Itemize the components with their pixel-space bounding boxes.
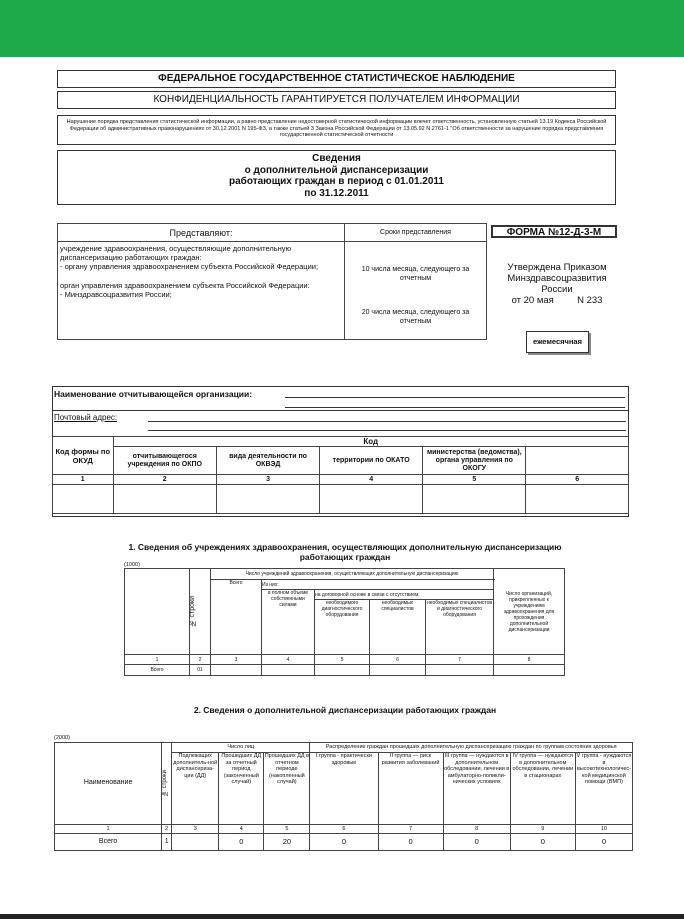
org-name-line-2 — [285, 407, 625, 408]
code-value-4[interactable] — [320, 485, 423, 514]
code-okogu-header: министерства (ведомства), органа управления по ОКОГУ — [423, 447, 526, 475]
code-empty-header — [526, 447, 629, 475]
s1-both-header: необходимых специалистов и диагностического оборудования — [426, 600, 494, 655]
s2-value-passed-period[interactable]: 0 — [219, 834, 264, 851]
code-num-2: 2 — [113, 475, 216, 485]
deadlines-list — [345, 242, 487, 340]
s1-num-4: 4 — [262, 655, 315, 665]
s2-value-group2[interactable]: 0 — [378, 834, 443, 851]
s2-group4-header: IV группа — нуждаются в дополнительном обследовании, лечении в стационарах — [510, 753, 575, 825]
s2-num-4: 4 — [219, 825, 264, 834]
s1-cell[interactable] — [426, 665, 494, 676]
s2-num-1: 1 — [55, 825, 162, 834]
submitters-list — [58, 242, 345, 340]
code-num-1: 1 — [53, 475, 114, 485]
report-title-line1: Сведения — [312, 153, 361, 164]
report-title — [57, 150, 616, 205]
s1-group-header: Число учреждений здравоохранения, осуществляющих дополнительную диспансеризацию — [211, 569, 494, 580]
s1-num-2: 2 — [190, 655, 211, 665]
code-num-3: 3 — [216, 475, 319, 485]
s1-own-header: в полном объеме собственными силами — [262, 590, 315, 655]
header-title: ФЕДЕРАЛЬНОЕ ГОСУДАРСТВЕННОЕ СТАТИСТИЧЕСКОЕ НАБЛЮДЕНИЕ — [57, 70, 616, 88]
approval-block — [492, 262, 622, 306]
code-value-2[interactable] — [113, 485, 216, 514]
s2-group1-header: I группа - практически здоровые — [310, 753, 378, 825]
s1-label-header — [125, 569, 190, 655]
s2-row-no-header: № строки — [162, 743, 172, 825]
s2-row-label: Всего — [55, 834, 162, 851]
s2-num-7: 7 — [378, 825, 443, 834]
submitter-1: учреждение здравоохранения, осуществляющие дополнительную диспансеризацию работающих граждан: - органу управления здравоохранением субъекта Российской Федерации; — [60, 244, 319, 271]
s1-attached-header: Число организаций, прикрепленных к учреждениям здравоохранения для прохождения дополнительной диспансеризации — [494, 569, 565, 655]
code-okved-header: вида деятельности по ОКВЭД — [216, 447, 319, 475]
code-value-6[interactable] — [526, 485, 629, 514]
deadlines-header: Сроки представления — [345, 224, 487, 242]
s2-persons-header: Число лиц — [172, 743, 310, 753]
s1-cell[interactable] — [494, 665, 565, 676]
s2-subject-header: Подлежащих дополнитель-ной диспансериза-ции (ДД) — [172, 753, 219, 825]
report-title-line4: по 31.12.2011 — [304, 187, 369, 199]
s1-of-them-header: Из них: — [262, 580, 494, 590]
s2-value-group4[interactable]: 0 — [510, 834, 575, 851]
code-okato-header: территории по ОКАТО — [320, 447, 423, 475]
s2-value-passed-cumulative[interactable]: 20 — [264, 834, 310, 851]
code-okpo-header: отчитывающегося учреждения по ОКПО — [113, 447, 216, 475]
s2-num-8: 8 — [443, 825, 510, 834]
top-banner — [0, 0, 684, 57]
s2-passed-period-header: Прошедших ДД за отчетный период (законченный случай) — [219, 753, 264, 825]
address-line-2 — [148, 430, 626, 431]
address-line-1 — [148, 421, 626, 422]
s2-num-5: 5 — [264, 825, 310, 834]
s2-group3-header: III группа — нуждаются в дополнительном обследовании, лечении в амбулаторно-поликли-нических условиях — [443, 753, 510, 825]
code-value-1[interactable] — [53, 485, 114, 514]
s1-num-3: 3 — [211, 655, 262, 665]
s1-cell[interactable] — [315, 665, 370, 676]
codes-table — [52, 436, 629, 514]
section1-code: (1000) — [124, 562, 140, 568]
s2-group2-header: II группа — риск развития заболеваний — [378, 753, 443, 825]
approval-date: от 20 мая — [511, 295, 554, 306]
s1-row-no-header: № строки — [190, 569, 211, 655]
section1-table — [124, 568, 565, 676]
s2-num-10: 10 — [575, 825, 632, 834]
s1-cell[interactable] — [370, 665, 426, 676]
section1-title — [80, 542, 610, 562]
code-num-5: 5 — [423, 475, 526, 485]
s2-num-9: 9 — [510, 825, 575, 834]
s2-num-6: 6 — [310, 825, 378, 834]
s1-num-7: 7 — [426, 655, 494, 665]
code-num-6: 6 — [526, 475, 629, 485]
s2-value-subject[interactable] — [172, 834, 219, 851]
s1-contract-header: на договорной основе в связи с отсутствием — [315, 590, 494, 600]
s2-name-header: Наименование — [55, 743, 162, 825]
s1-cell[interactable] — [211, 665, 262, 676]
s2-value-group1[interactable]: 0 — [310, 834, 378, 851]
organization-block — [52, 386, 629, 517]
code-num-4: 4 — [320, 475, 423, 485]
s1-num-1: 1 — [125, 655, 190, 665]
s1-cell[interactable] — [262, 665, 315, 676]
s1-num-5: 5 — [315, 655, 370, 665]
approval-number: N 233 — [577, 295, 603, 306]
s2-row-no: 1 — [162, 834, 172, 851]
s1-num-6: 6 — [370, 655, 426, 665]
s1-equipment-header: необходимого диагностического оборудования — [315, 600, 370, 655]
s2-group5-header: V группа - нуждаются в высокотехнологичес-кой медицинской помощи (ВМП) — [575, 753, 632, 825]
legal-note: Нарушение порядка представления статистической информации, а равно представление недостоверной статистической информации влечет ответственность, установленную статьей 13.19 Кодекса Российской Федерации об административных правонарушениях от 30.12.2001 N 195-ФЗ, а также статьей 3 Закона Российской Федерации от 13.05.92 N 2761-1 "Об ответственности за нарушение порядка представления государственной статистической отчетности — [57, 115, 616, 145]
approval-line3: России — [541, 284, 573, 295]
periodicity-badge: ежемесячная — [526, 331, 589, 353]
code-value-5[interactable] — [423, 485, 526, 514]
s1-num-8: 8 — [494, 655, 565, 665]
org-separator — [53, 410, 628, 411]
section1-title-line2: работающих граждан — [299, 552, 391, 562]
report-title-line2: о дополнительной диспансеризации — [244, 164, 429, 176]
s1-row-no: 01 — [190, 665, 211, 676]
submitter-2: орган управления здравоохранением субъекта Российской Федерации: - Минздравсоцразвития России; — [60, 281, 310, 299]
org-name-line-1 — [285, 397, 625, 398]
bottom-border — [0, 914, 684, 919]
s2-num-2: 2 — [162, 825, 172, 834]
deadline-1: 10 числа месяца, следующего за отчетным — [361, 266, 470, 282]
report-title-line3: работающих граждан в период с 01.01.2011 — [228, 176, 444, 187]
s2-num-3: 3 — [172, 825, 219, 834]
code-header: Код — [113, 437, 628, 447]
org-name-label: Наименование отчитывающейся организации: — [54, 389, 253, 399]
submitters-table — [57, 223, 487, 340]
code-value-3[interactable] — [216, 485, 319, 514]
address-label: Почтовый адрес: — [54, 413, 118, 422]
approval-line1: Утверждена Приказом — [507, 262, 607, 273]
s2-passed-cumulative-header: Прошедших ДД в отчетном периоде (накопленный случай) — [264, 753, 310, 825]
s2-value-group3[interactable]: 0 — [443, 834, 510, 851]
section2-code: (2000) — [54, 735, 70, 741]
deadline-2: 20 числа месяца, следующего за отчетным — [361, 309, 470, 325]
section2-table — [54, 742, 633, 851]
code-okud-header: Код формы по ОКУД — [53, 437, 114, 475]
confidential-notice: КОНФИДЕНЦИАЛЬНОСТЬ ГАРАНТИРУЕТСЯ ПОЛУЧАТЕЛЕМ ИНФОРМАЦИИ — [57, 91, 616, 109]
form-code: ФОРМА №12-Д-3-М — [491, 225, 617, 238]
approval-line2: Минздравсоцразвития — [507, 273, 607, 284]
s1-row-label: Всего — [125, 665, 190, 676]
s2-value-group5[interactable]: 0 — [575, 834, 632, 851]
section2-title: 2. Сведения о дополнительной диспансеризации работающих граждан — [193, 705, 497, 715]
section1-title-line1: 1. Сведения об учреждениях здравоохранения, осуществляющих дополнительную диспансеризацию — [128, 542, 562, 552]
s2-distribution-header: Распределение граждан прошедших дополнительную диспансеризацию граждан по группам состояния здоровья — [310, 743, 633, 753]
submitters-header: Представляют: — [58, 224, 345, 242]
s1-specialists-header: необходимых специалистов — [370, 600, 426, 655]
s1-total-header: Всего — [211, 580, 262, 655]
